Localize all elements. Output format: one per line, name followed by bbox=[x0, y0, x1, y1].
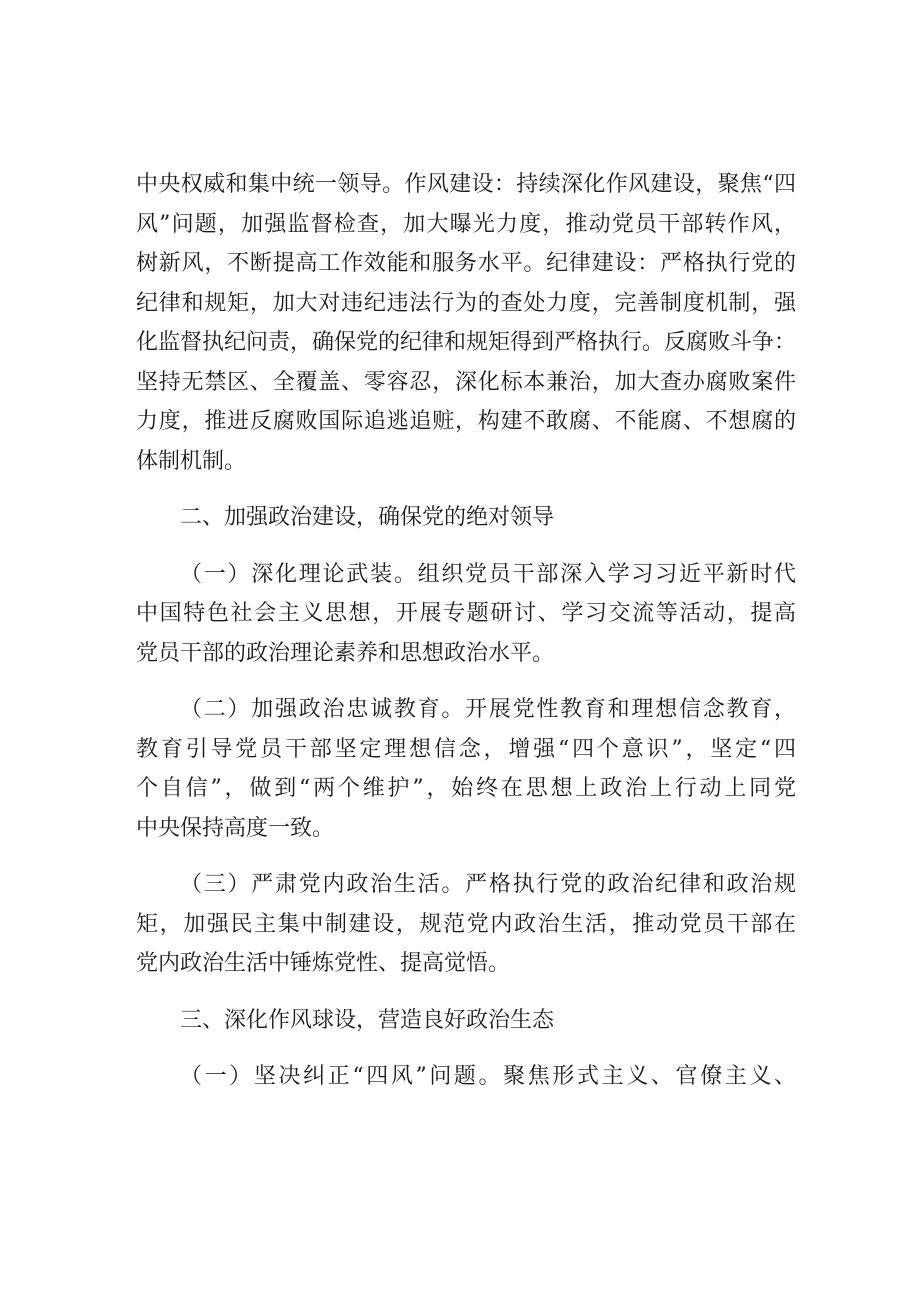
text-line: 中央保持高度一致。 bbox=[136, 815, 335, 841]
text-line: 矩，加强民主集中制建设，规范党内政治生活，推动党员干部在 bbox=[136, 911, 796, 937]
section-heading-political-building: 二、加强政治建设，确保党的绝对领导 bbox=[180, 505, 555, 530]
paragraph-party-building-summary bbox=[136, 165, 796, 481]
text-line: 风”问题，加强监督检查，加大曝光力度，推动党员干部转作风， bbox=[136, 211, 796, 237]
paragraph-political-life bbox=[136, 865, 796, 984]
text-line: （一）坚决纠正“四风”问题。聚焦形式主义、官僚主义、 bbox=[180, 1064, 796, 1089]
text-line: 个自信”，做到“两个维护”，始终在思想上政治上行动上同党 bbox=[136, 776, 796, 801]
text-line: 中国特色社会主义思想，开展专题研讨、学习交流等活动，提高 bbox=[136, 601, 796, 626]
text-line: 化监督执纪问责，确保党的纪律和规矩得到严格执行。反腐败斗争： bbox=[136, 330, 796, 355]
text-line: 中央权威和集中统一领导。作风建设：持续深化作风建设，聚焦“四 bbox=[136, 172, 796, 197]
text-line: 体制机制。 bbox=[136, 448, 247, 474]
paragraph-four-winds bbox=[136, 1057, 796, 1097]
text-line: 党内政治生活中锤炼党性、提高觉悟。 bbox=[136, 951, 511, 976]
text-line: 力度，推进反腐败国际追逃追赃，构建不敢腐、不能腐、不想腐的 bbox=[136, 409, 796, 434]
text-line: 党员干部的政治理论素养和思想政治水平。 bbox=[136, 640, 555, 666]
document-body bbox=[136, 165, 796, 1097]
text-line: 教育引导党员干部坚定理想信念，增强“四个意识”，坚定“四 bbox=[136, 736, 796, 762]
text-line: 纪律和规矩，加大对违纪违法行为的查处力度，完善制度机制，强 bbox=[136, 290, 796, 316]
text-line: （二）加强政治忠诚教育。开展党性教育和理想信念教育， bbox=[180, 697, 796, 722]
paragraph-loyalty-education bbox=[136, 690, 796, 848]
section-heading-work-style: 三、深化作风球设，营造良好政治生态 bbox=[180, 1007, 555, 1033]
paragraph-theory-study bbox=[136, 555, 796, 674]
text-line: （三）严肃党内政治生活。严格执行党的政治纪律和政治规 bbox=[180, 872, 796, 897]
text-line: 坚持无禁区、全覆盖、零容忍，深化标本兼治，加大查办腐败案件 bbox=[136, 369, 796, 395]
text-line: 树新风，不断提高工作效能和服务水平。纪律建设：严格执行党的 bbox=[136, 251, 796, 276]
text-line: （一）深化理论武装。组织党员干部深入学习习近平新时代 bbox=[180, 561, 796, 587]
